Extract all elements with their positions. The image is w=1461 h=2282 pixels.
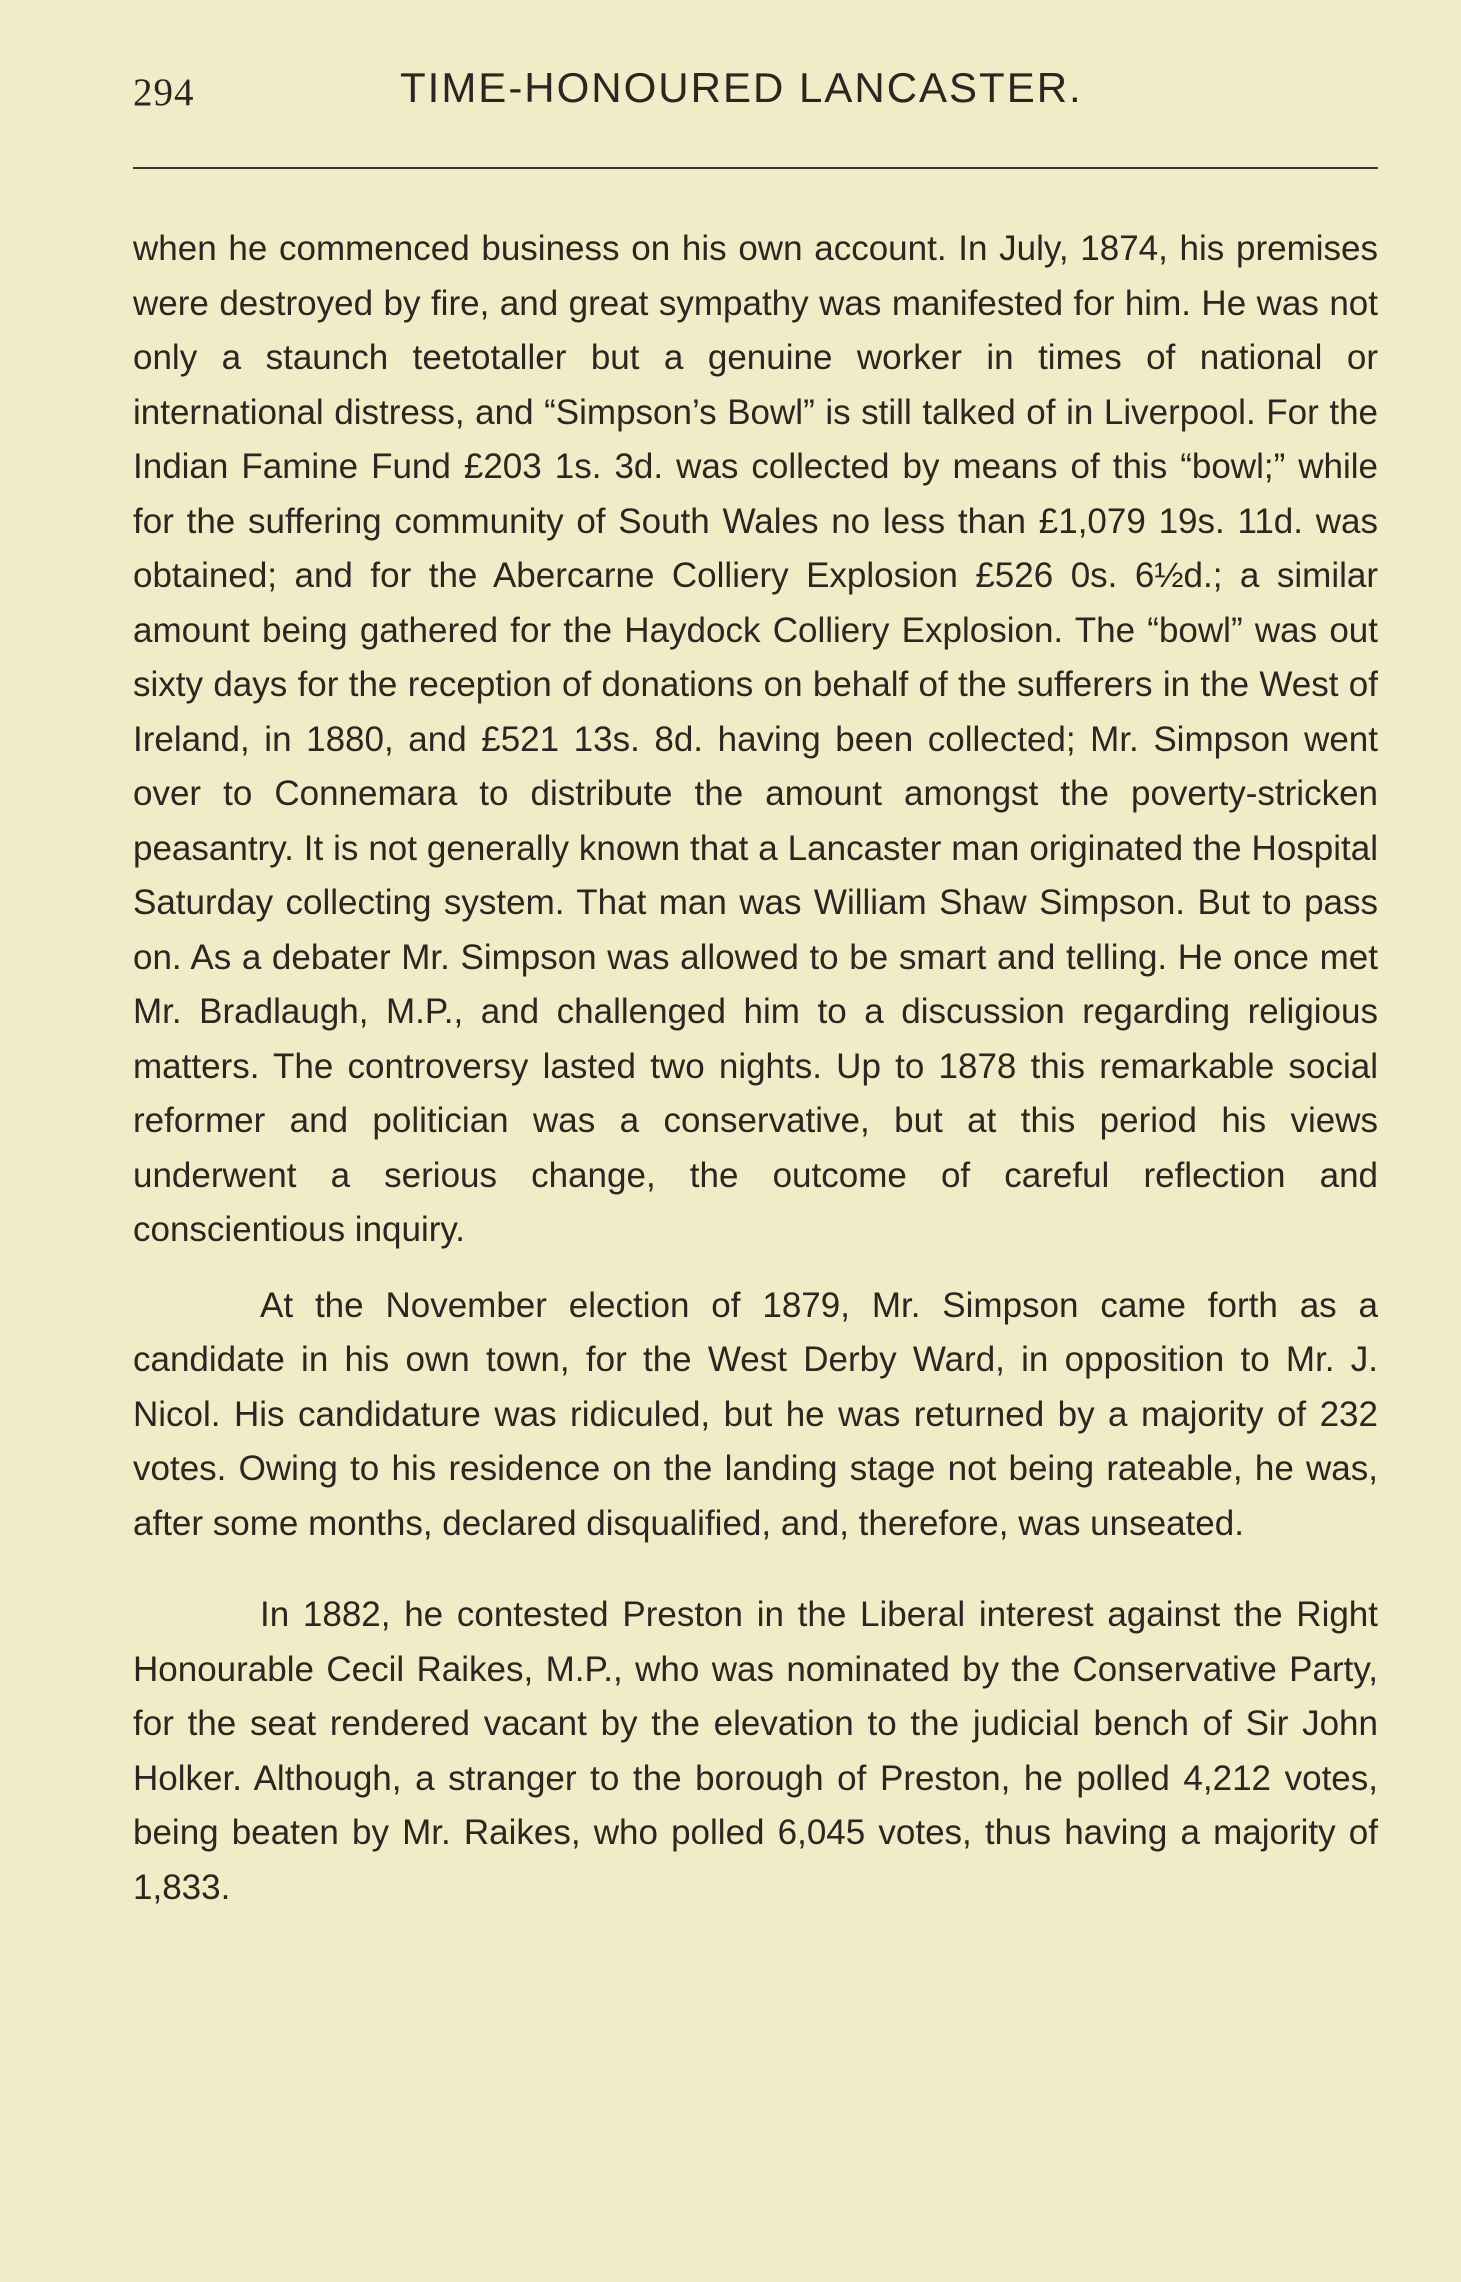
paragraph-3: In 1882, he contested Preston in the Liberal interest against the Right Honourable Cecil Raikes, M.P., who was nominated by the Conservative Party, for the seat rendered vacant by the elevation to the judicial bench of Sir John Holker. Although, a stranger to the borough of Preston, he polled 4,212 votes, being beaten by Mr. Raikes, who polled 6,045 votes, thus having a majority of 1,833. <box>133 1595 1378 1907</box>
page-number: 294 <box>133 71 195 114</box>
header-rule <box>133 167 1378 169</box>
body-text <box>133 222 1378 1915</box>
running-title: TIME-HONOURED LANCASTER. <box>400 64 1083 111</box>
paragraph-2: At the November election of 1879, Mr. Simpson came forth as a candidate in his own town, for the West Derby Ward, in opposition to Mr. J. Nicol. His candidature was ridiculed, but he was returned by a majority of 232 votes. Owing to his residence on the landing stage not being rateable, he was, after some months, declared disqualified, and, therefore, was unseated. <box>133 1285 1378 1543</box>
paragraph-1: when he commenced business on his own account. In July, 1874, his premises were destroyed by fire, and great sympathy was manifested for him. He was not only a staunch teetotaller but a genuine worker in times of national or international distress, and “Simpson’s Bowl” is still talked of in Liverpool. For the Indian Famine Fund £203 1s. 3d. was collected by means of this “bowl;” while for the suffering community of South Wales no less than £1,079 19s. 11d. was obtained; and for the Abercarne Colliery Explosion £526 0s. 6½d.; a similar amount being gathered for the Haydock Colliery Explosion. The “bowl” was out sixty days for the reception of donations on behalf of the sufferers in the West of Ireland, in 1880, and £521 13s. 8d. having been collected; Mr. Simpson went over to Connemara to distribute the amount amongst the poverty-stricken peasantry. It is not generally known that a Lancaster man originated the Hospital Saturday collecting system. That man was William Shaw Simpson. But to pass on. As a debater Mr. Simpson was allowed to be smart and telling. He once met Mr. Bradlaugh, M.P., and challenged him to a discussion regarding religious matters. The controversy lasted two nights. Up to 1878 this remarkable social reformer and politician was a conservative, but at this period his views underwent a serious change, the outcome of careful reflection and conscientious inquiry. <box>133 229 1378 1249</box>
running-head <box>133 64 1378 124</box>
